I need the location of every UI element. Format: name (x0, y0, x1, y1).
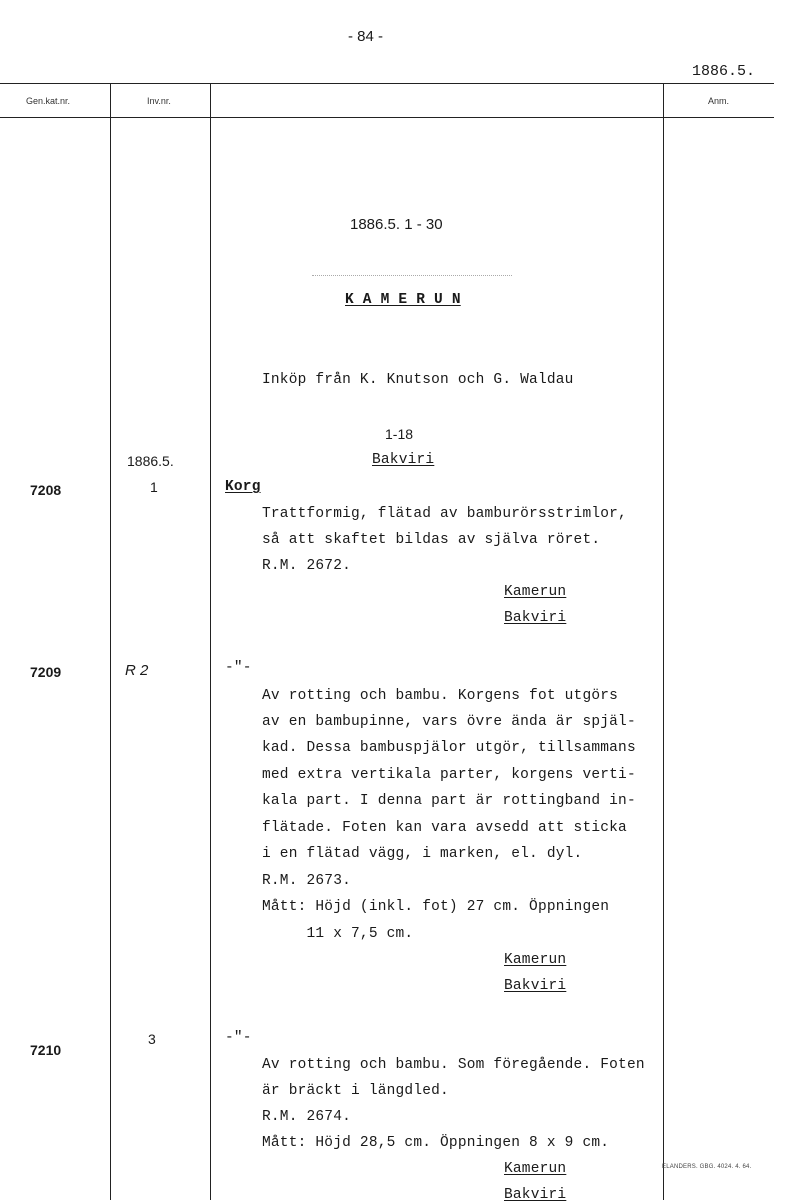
entry-text-line: flätade. Foten kan vara avsedd att sticka (262, 820, 627, 836)
entry-title: -"- (225, 660, 252, 676)
entry-text-line: med extra vertikala parter, korgens verti- (262, 767, 636, 783)
entry-text-line: kad. Dessa bambuspjälor utgör, tillsammans (262, 740, 636, 756)
printer-mark: ELANDERS. GBG. 4024. 4. 64. (662, 1164, 752, 1170)
column-rule-2 (210, 83, 211, 1200)
column-header-anm: Anm. (708, 96, 730, 106)
entry-text-line: av en bambupinne, vars övre ända är spjäl- (262, 714, 636, 730)
entry-place-locality: Bakviri (504, 610, 567, 626)
entry-title: -"- (225, 1030, 252, 1046)
acquisition-source: Inköp från K. Knutson och G. Waldau (262, 372, 574, 388)
page-number: - 84 - (348, 28, 384, 45)
entry-text-line: är bräckt i längdled. (262, 1083, 449, 1099)
gen-kat-number: 7210 (30, 1042, 62, 1058)
entry-text-line: 11 x 7,5 cm. (262, 926, 414, 942)
column-rule-1 (110, 83, 111, 1200)
faint-dotted-mark (312, 275, 512, 276)
header-bottom-rule (0, 117, 774, 118)
column-header-gen-kat: Gen.kat.nr. (26, 96, 71, 106)
inventory-number: 1 (150, 479, 158, 495)
entry-place-country: Kamerun (504, 584, 567, 600)
entry-text-line: så att skaftet bildas av själva röret. (262, 532, 601, 548)
entry-text-line: Av rotting och bambu. Som föregående. Foten (262, 1057, 645, 1073)
entry-place-locality: Bakviri (504, 1187, 567, 1203)
entry-place-locality: Bakviri (504, 978, 567, 994)
entry-text-line: Av rotting och bambu. Korgens fot utgörs (262, 688, 619, 704)
entry-text-line: Mått: Höjd 28,5 cm. Öppningen 8 x 9 cm. (262, 1135, 610, 1151)
sub-range: 1-18 (385, 426, 414, 442)
gen-kat-number: 7208 (30, 482, 62, 498)
entry-text-line: R.M. 2674. (262, 1109, 352, 1125)
inventory-number: R 2 (125, 662, 149, 679)
entry-text-line: R.M. 2673. (262, 873, 352, 889)
entry-place-country: Kamerun (504, 952, 567, 968)
entry-place-country: Kamerun (504, 1161, 567, 1177)
entry-text-line: Mått: Höjd (inkl. fot) 27 cm. Öppningen (262, 899, 610, 915)
column-rule-3 (663, 83, 664, 1200)
entry-text-line: R.M. 2672. (262, 558, 352, 574)
sub-place: Bakviri (372, 452, 435, 468)
entry-text-line: kala part. I denna part är rottingband in- (262, 793, 636, 809)
corner-reference: 1886.5. (692, 63, 756, 80)
header-top-rule (0, 83, 774, 84)
column-header-inv: Inv.nr. (147, 96, 171, 106)
inventory-prefix: 1886.5. (127, 453, 174, 469)
entry-title: Korg (225, 479, 261, 495)
entry-text-line: Trattformig, flätad av bamburörsstrimlor, (262, 506, 627, 522)
gen-kat-number: 7209 (30, 664, 62, 680)
collection-range: 1886.5. 1 - 30 (350, 216, 443, 233)
inventory-number: 3 (148, 1031, 156, 1047)
country-heading: K A M E R U N (345, 292, 461, 308)
entry-text-line: i en flätad vägg, i marken, el. dyl. (262, 846, 583, 862)
